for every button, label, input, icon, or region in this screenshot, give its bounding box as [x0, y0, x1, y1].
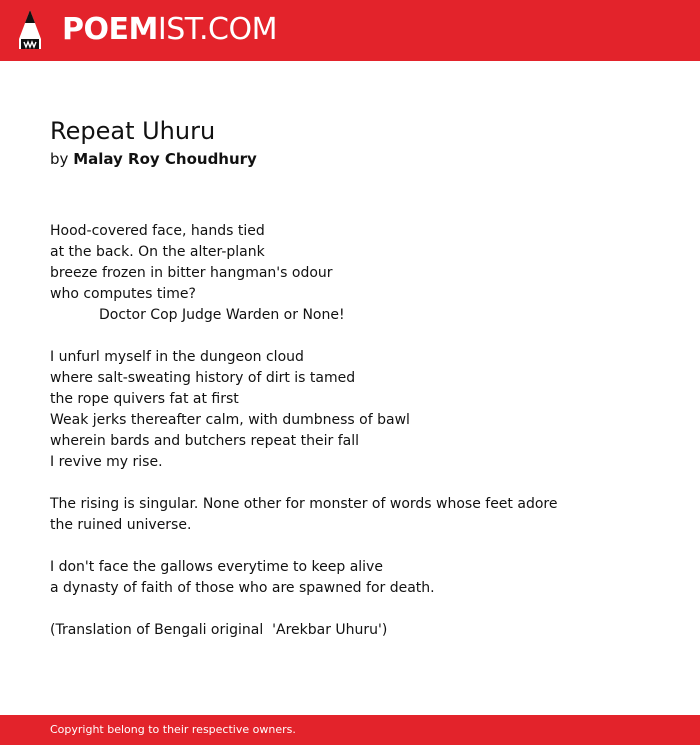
- poem-line: at the back. On the alter-plank: [50, 244, 265, 260]
- site-header: [0, 0, 700, 61]
- poem-line: The rising is singular. None other for monster of words whose feet adore: [50, 496, 558, 512]
- pencil-icon[interactable]: [17, 9, 43, 51]
- poem-line: where salt-sweating history of dirt is tamed: [50, 370, 356, 386]
- copyright-text: Copyright belong to their respective owners.: [50, 723, 296, 736]
- by-label: by: [50, 150, 69, 168]
- poem-line: a dynasty of faith of those who are spawned for death.: [50, 580, 435, 596]
- poem-line: the rope quivers fat at first: [50, 391, 239, 407]
- byline: [50, 148, 670, 170]
- site-logo-text[interactable]: [62, 12, 277, 48]
- author-name: Malay Roy Choudhury: [73, 150, 257, 168]
- brand-bold: POEM: [62, 12, 158, 47]
- poem-line: I don't face the gallows everytime to keep alive: [50, 559, 383, 575]
- poem-line: Hood-covered face, hands tied: [50, 223, 265, 239]
- poem-title: Repeat Uhuru: [50, 117, 216, 145]
- stanza-break: [50, 536, 670, 557]
- stanza-break: [50, 473, 670, 494]
- poem-line: the ruined universe.: [50, 517, 192, 533]
- poem-container: [50, 114, 670, 641]
- stanza-break: [50, 599, 670, 620]
- translation-note: (Translation of Bengali original 'Arekbar Uhuru'): [50, 622, 388, 638]
- poem-line: breeze frozen in bitter hangman's odour: [50, 265, 333, 281]
- poem-line: Weak jerks thereafter calm, with dumbness of bawl: [50, 412, 410, 428]
- poem-line: Doctor Cop Judge Warden or None!: [99, 307, 345, 323]
- poem-line: I unfurl myself in the dungeon cloud: [50, 349, 304, 365]
- poem-line: I revive my rise.: [50, 454, 163, 470]
- poem-body: [50, 221, 670, 641]
- site-footer: [0, 715, 700, 745]
- stanza-break: [50, 326, 670, 347]
- poem-line: who computes time?: [50, 286, 196, 302]
- brand-light: IST.COM: [157, 12, 277, 47]
- poem-line: wherein bards and butchers repeat their fall: [50, 433, 359, 449]
